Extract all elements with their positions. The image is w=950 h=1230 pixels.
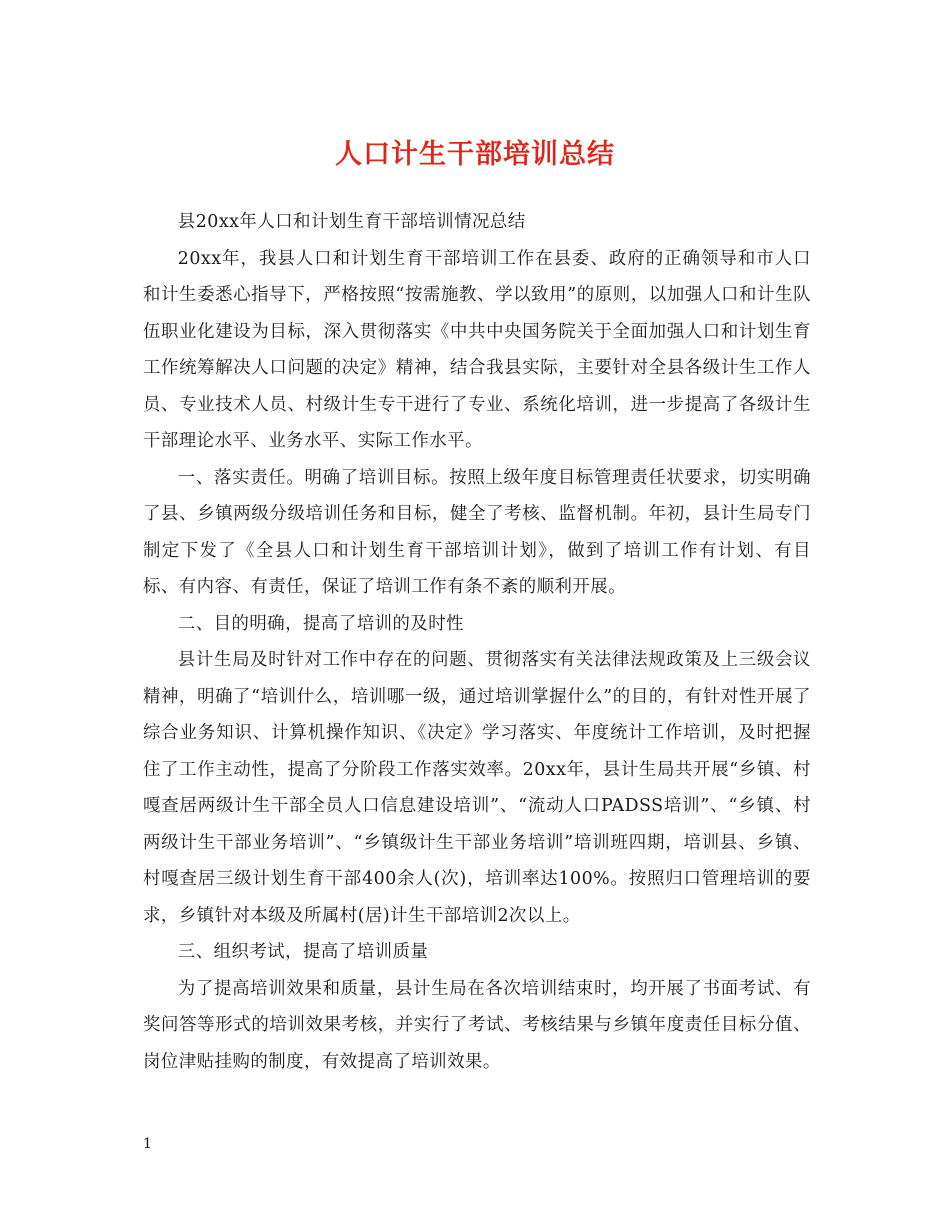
document-body bbox=[143, 204, 811, 1080]
paragraph-intro: 20xx年，我县人口和计划生育干部培训工作在县委、政府的正确领导和市人口和计生委悉心指导下，严格按照“按需施教、学以致用”的原则，以加强人口和计生队伍职业化建设为目标，深入贯彻落实《中共中央国务院关于全面加强人口和计划生育工作统筹解决人口问题的决定》精神，结合我县实际，主要针对全县各级计生工作人员、专业技术人员、村级计生专干进行了专业、系统化培训，进一步提高了各级计生干部理论水平、业务水平、实际工作水平。 bbox=[143, 248, 811, 451]
heading-section-3: 三、组织考试，提高了培训质量 bbox=[177, 942, 429, 962]
paragraph-section-1: 一、落实责任。明确了培训目标。按照上级年度目标管理责任状要求，切实明确了县、乡镇两级分级培训任务和目标，健全了考核、监督机制。年初，县计生局专门制定下发了《全县人口和计划生育干部培训计划》，做到了培训工作有计划、有目标、有内容、有责任，保证了培训工作有条不紊的顺利开展。 bbox=[143, 467, 811, 597]
paragraph-section-2: 县计生局及时针对工作中存在的问题、贯彻落实有关法律法规政策及上三级会议精神，明确了“培训什么，培训哪一级，通过培训掌握什么”的目的，有针对性开展了综合业务知识、计算机操作知识、《决定》学习落实、年度统计工作培训，及时把握住了工作主动性，提高了分阶段工作落实效率。20xx年，县计生局共开展“乡镇、村嘎查居两级计生干部全员人口信息建设培训”、“流动人口PADSS培训”、“乡镇、村两级计生干部业务培训”、“乡镇级计生干部业务培训”培训班四期，培训县、乡镇、村嘎查居三级计划生育干部400余人(次)，培训率达100%。按照归口管理培训的要求，乡镇针对本级及所属村(居)计生干部培训2次以上。 bbox=[143, 650, 811, 926]
heading-section-2: 二、目的明确，提高了培训的及时性 bbox=[177, 613, 465, 634]
document-title: 人口计生干部培训总结 bbox=[335, 139, 615, 170]
page-number: 1 bbox=[143, 1136, 152, 1152]
paragraph-subtitle: 县20xx年人口和计划生育干部培训情况总结 bbox=[177, 212, 526, 232]
paragraph-section-3: 为了提高培训效果和质量，县计生局在各次培训结束时，均开展了书面考试、有奖问答等形式的培训效果考核，并实行了考试、考核结果与乡镇年度责任目标分值、岗位津贴挂购的制度，有效提高了培训效果。 bbox=[143, 978, 811, 1072]
